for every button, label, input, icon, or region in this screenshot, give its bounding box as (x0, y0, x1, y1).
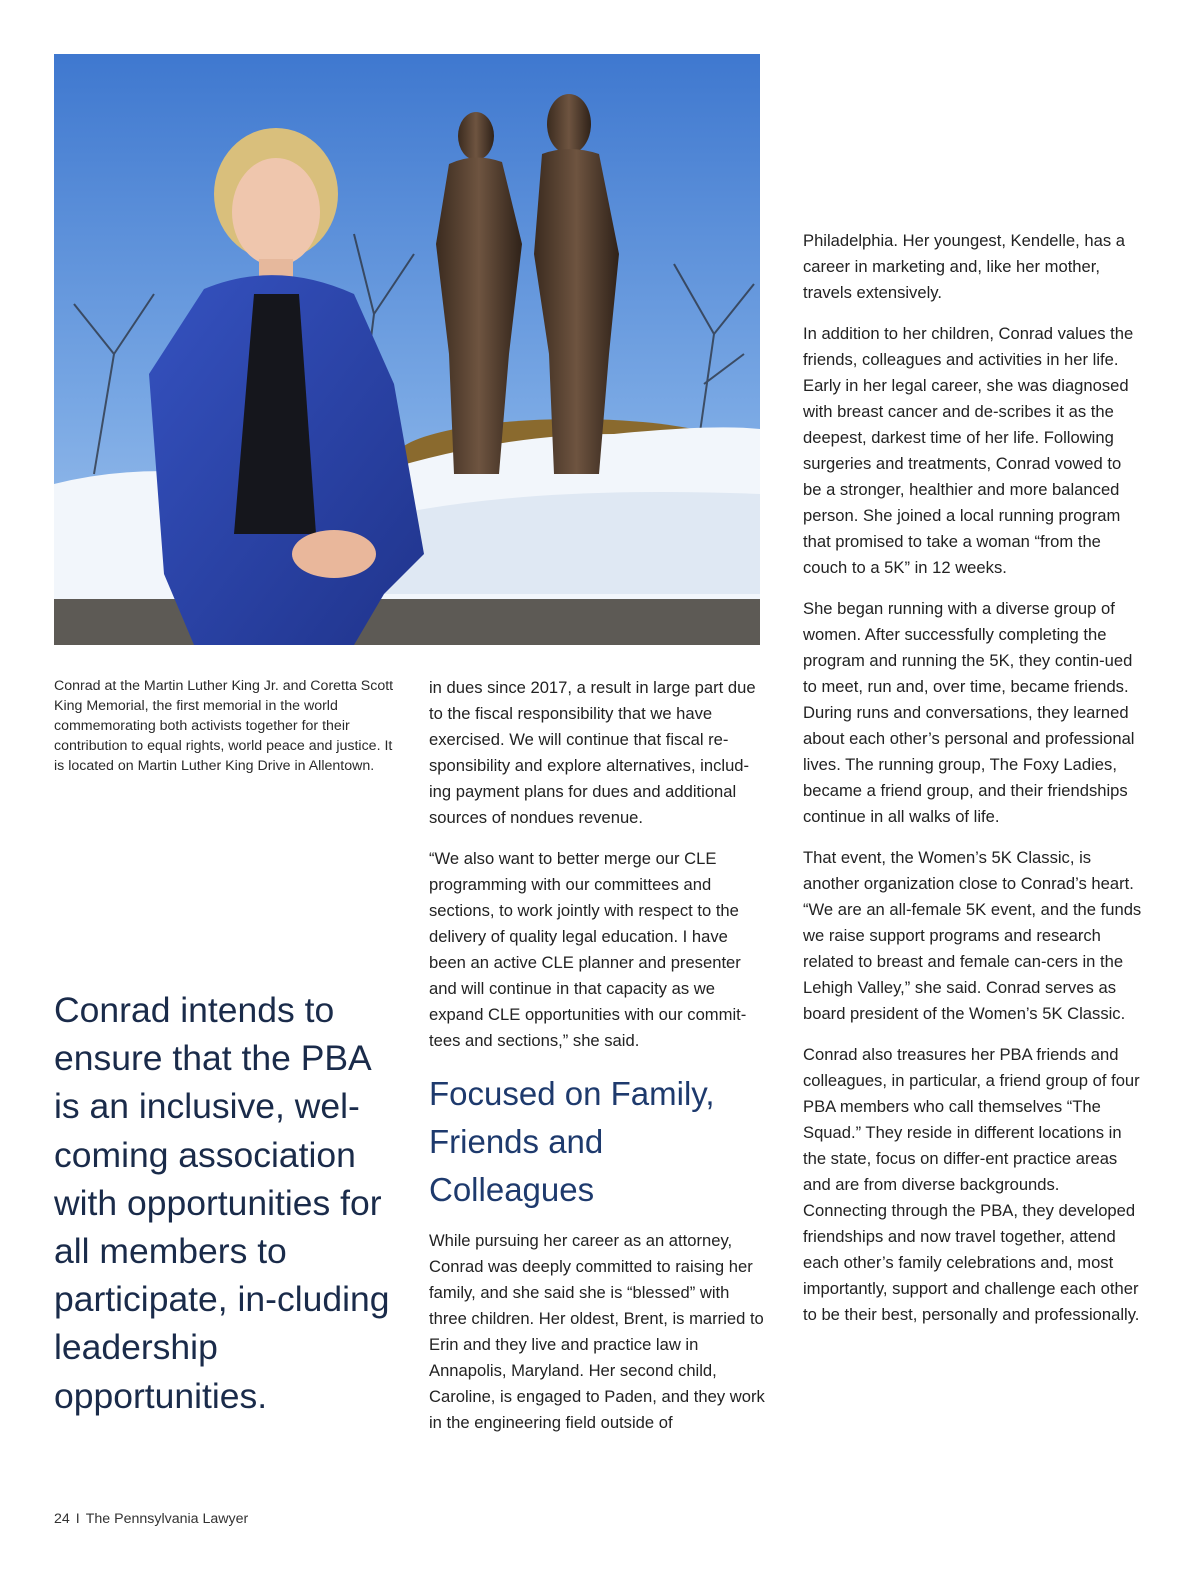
paragraph: Philadelphia. Her youngest, Kendelle, has a career in marketing and, like her mother, travels extensively. (803, 231, 1125, 302)
pull-quote: Conrad intends to ensure that the PBA is an inclusive, wel-coming association with opportunities for all members to participate, in-cluding leadership opportunities. (54, 990, 390, 1416)
photo-caption: Conrad at the Martin Luther King Jr. and Coretta Scott King Memorial, the first memorial in the world commemorating both activists together for their contribution to equal rights, world peace and justice. It is located on Martin Luther King Drive in Allentown. (54, 678, 394, 774)
feature-photo (54, 54, 760, 645)
stone-wall (54, 599, 760, 645)
page-number: 24 (54, 1511, 70, 1527)
paragraph: That event, the Women’s 5K Classic, is another organization close to Conrad’s heart. “We are an all-female 5K event, and the funds we raise support programs and research related to breast and female can-cers in the Lehigh Valley,” she said. Conrad serves as board president of the Women’s 5K Classic. (803, 848, 1142, 1023)
photo-illustration (54, 54, 760, 645)
paragraph: “We also want to better merge our CLE programming with our committees and sections, to work jointly with respect to the delivery of quality legal education. I have been an active CLE planner and presenter and will continue in that capacity as we expand CLE opportunities with our commit-tees and sections,” she said. (429, 849, 747, 1050)
article-column-1 (429, 675, 767, 1436)
paragraph: In addition to her children, Conrad values the friends, colleagues and activities in her life. Early in her legal career, she was diagnosed with breast cancer and de-scribes it as the deepest, darkest time of her life. Following surgeries and treatments, Conrad vowed to be a stronger, healthier and more balanced person. She joined a local running program that promised to take a woman “from the couch to a 5K” in 12 weeks. (803, 324, 1134, 577)
page-footer (54, 1511, 248, 1527)
paragraph: She began running with a diverse group of women. After successfully completing the program and running the 5K, they contin-ued to meet, run and, over time, became friends. During runs and conversations, they learned about each other’s personal and professional lives. The running group, The Foxy Ladies, became a friend group, and their friendships continue in all walks of life. (803, 599, 1135, 826)
paragraph: Conrad also treasures her PBA friends and colleagues, in particular, a friend group of four PBA members who call themselves “The Squad.” They reside in different locations in the state, focus on differ-ent practice areas and are from diverse backgrounds. Connecting through the PBA, they developed friendships and now travel together, attend each other’s family celebrations and, most importantly, support and challenge each other to be their best, personally and professionally. (803, 1045, 1140, 1324)
paragraph: in dues since 2017, a result in large part due to the fiscal responsibility that we have exercised. We will continue that fiscal re-sponsibility and explore alternatives, includ-ing payment plans for dues and additional sources of nondues revenue. (429, 678, 756, 827)
paragraph: While pursuing her career as an attorney, Conrad was deeply committed to raising her family, and she said she is “blessed” with three children. Her oldest, Brent, is married to Erin and they live and practice law in Annapolis, Maryland. Her second child, Caroline, is engaged to Paden, and they work in the engineering field outside of (429, 1231, 765, 1432)
section-heading: Focused on Family, Friends and Colleagues (429, 1075, 715, 1208)
footer-separator: I (75, 1511, 80, 1527)
article-column-2 (803, 228, 1143, 1328)
publication-name: The Pennsylvania Lawyer (85, 1511, 249, 1527)
